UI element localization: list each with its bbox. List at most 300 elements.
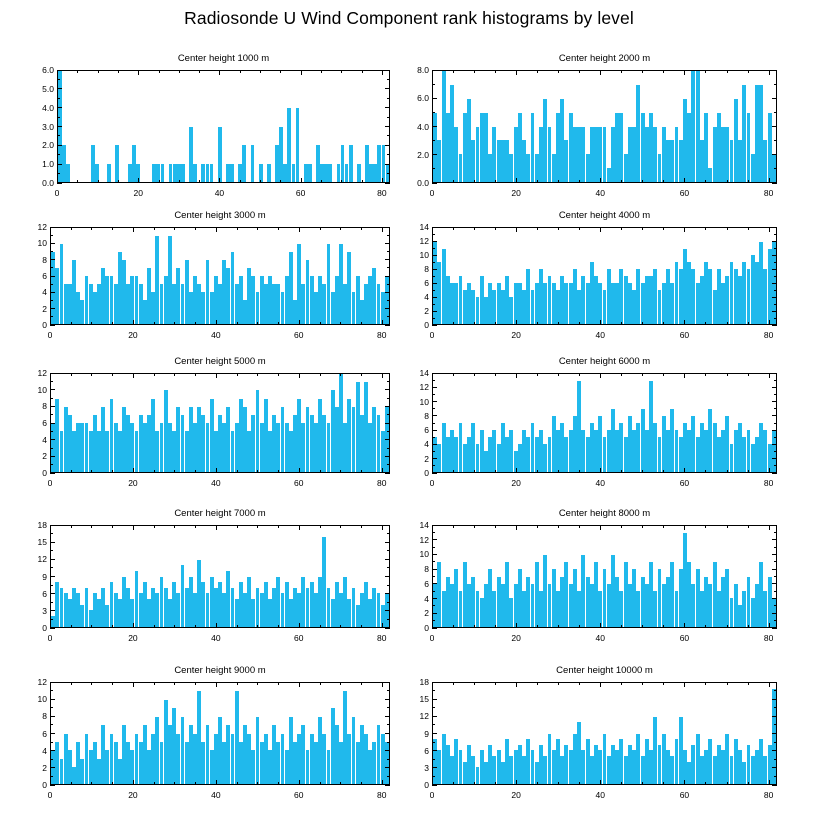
y-axis-tick [432,583,437,584]
y-axis-minor-tick [57,154,60,155]
x-axis-tick [432,320,433,325]
histogram-panel [387,53,792,201]
y-axis-tick [772,525,777,526]
x-axis-minor-tick [361,525,362,528]
x-axis-tick [133,682,134,687]
x-axis-minor-tick [320,525,321,528]
y-axis-label: 10 [37,238,47,249]
y-axis-tick [50,439,55,440]
x-axis-minor-tick [537,682,538,685]
y-axis-minor-tick [432,380,435,381]
x-axis-minor-tick [174,782,175,785]
y-axis-minor-tick [50,381,53,382]
y-axis-tick [772,269,777,270]
y-axis-minor-tick [774,304,777,305]
y-axis-minor-tick [432,140,435,141]
y-axis-label: 15 [37,537,47,548]
y-axis-minor-tick [50,759,53,760]
x-axis-minor-tick [280,180,281,183]
y-axis-minor-tick [432,290,435,291]
y-axis-tick [772,283,777,284]
x-axis-tick [684,373,685,378]
y-axis-minor-tick [774,290,777,291]
y-axis-tick [57,126,62,127]
y-axis-tick [772,458,777,459]
x-axis-minor-tick [320,373,321,376]
x-axis-minor-tick [705,227,706,230]
x-axis-minor-tick [727,373,728,376]
y-axis-tick [772,628,777,629]
y-axis-tick [432,126,437,127]
x-axis-tick [516,227,517,232]
x-axis-minor-tick [621,470,622,473]
x-axis-minor-tick [71,782,72,785]
y-axis-tick [772,373,777,374]
x-axis-minor-tick [278,625,279,628]
y-axis-minor-tick [774,262,777,263]
x-axis-minor-tick [112,322,113,325]
x-axis-minor-tick [705,470,706,473]
plot-area [432,70,777,183]
x-axis-minor-tick [361,682,362,685]
x-axis-minor-tick [361,625,362,628]
y-axis-minor-tick [432,707,435,708]
x-axis-minor-tick [642,782,643,785]
y-axis-label: 8 [424,264,429,274]
y-axis-tick [772,785,777,786]
x-axis-label: 60 [679,478,690,488]
x-axis-tick [216,623,217,628]
x-axis-minor-tick [558,70,559,73]
x-axis-label: 80 [376,478,387,488]
y-axis-tick [50,593,55,594]
y-axis-label: 12 [37,554,47,565]
histogram-bar [218,127,222,183]
x-axis-minor-tick [199,70,200,73]
x-axis-tick [432,178,433,183]
x-axis-minor-tick [195,682,196,685]
x-axis-tick [133,227,134,232]
x-axis-minor-tick [663,373,664,376]
x-axis-tick [382,468,383,473]
y-axis-tick [57,107,62,108]
x-axis-tick [299,525,300,530]
x-axis-minor-tick [91,470,92,473]
x-axis-tick [600,525,601,530]
y-axis-minor-tick [432,168,435,169]
x-axis-minor-tick [321,70,322,73]
x-axis-minor-tick [642,322,643,325]
x-axis-tick [516,320,517,325]
x-axis-minor-tick [495,227,496,230]
y-axis-minor-tick [774,465,777,466]
x-axis-tick [50,468,51,473]
x-axis-minor-tick [154,322,155,325]
x-axis-minor-tick [663,782,664,785]
y-axis-minor-tick [774,620,777,621]
x-axis-minor-tick [663,470,664,473]
y-axis-label: 4 [424,292,429,302]
x-axis-minor-tick [474,470,475,473]
panel-title: Center height 2000 m [558,53,651,64]
histogram-bar [230,164,234,182]
y-axis-minor-tick [774,451,777,452]
y-axis-tick [772,255,777,256]
x-axis-minor-tick [642,70,643,73]
y-axis-tick [772,70,777,71]
y-axis-minor-tick [432,318,435,319]
y-axis-tick [772,154,777,155]
x-axis-minor-tick [195,373,196,376]
y-axis-tick [50,610,55,611]
x-axis-minor-tick [558,470,559,473]
x-axis-minor-tick [727,227,728,230]
x-axis-label: 60 [294,790,304,800]
y-axis-tick [50,259,55,260]
x-axis-minor-tick [579,525,580,528]
y-axis-minor-tick [50,267,53,268]
x-axis-tick [382,70,383,75]
y-axis-minor-tick [50,431,53,432]
y-axis-minor-tick [432,690,435,691]
bar-series [51,374,389,472]
y-axis-tick [432,569,437,570]
y-axis-minor-tick [50,414,53,415]
y-axis-label: 18 [37,520,47,530]
x-axis-label: 20 [511,330,521,340]
x-axis-minor-tick [240,70,241,73]
y-axis-label: 6 [424,578,429,589]
x-axis-minor-tick [748,322,749,325]
x-axis-minor-tick [558,525,559,528]
x-axis-minor-tick [579,70,580,73]
y-axis-minor-tick [57,117,60,118]
x-axis-tick [138,70,139,75]
panel-title: Center height 1000 m [177,53,270,64]
x-axis-minor-tick [174,470,175,473]
y-axis-minor-tick [432,591,435,592]
y-axis-minor-tick [50,251,53,252]
x-axis-minor-tick [154,373,155,376]
x-axis-label: 40 [595,188,606,198]
x-axis-minor-tick [705,373,706,376]
x-axis-label: 60 [679,330,690,340]
y-axis-tick [432,241,437,242]
x-axis-label: 80 [376,330,387,340]
x-axis-minor-tick [91,322,92,325]
y-axis-label: 4 [424,439,429,450]
y-axis-label: 2 [424,306,429,316]
y-axis-tick [772,98,777,99]
x-axis-minor-tick [748,525,749,528]
x-axis-minor-tick [340,470,341,473]
x-axis-tick [216,320,217,325]
y-axis-label: 14 [419,222,429,232]
y-axis-tick [432,554,437,555]
y-axis-label: 8 [42,401,47,412]
x-axis-minor-tick [748,682,749,685]
y-axis-minor-tick [432,112,435,113]
bar-series [433,526,776,627]
histogram-bar [267,164,271,182]
y-axis-minor-tick [57,173,60,174]
x-axis-minor-tick [280,70,281,73]
x-axis-tick [299,227,300,232]
x-axis-minor-tick [579,625,580,628]
x-axis-minor-tick [340,625,341,628]
y-axis-label: 0 [424,320,429,330]
x-axis-tick [432,227,433,232]
x-axis-minor-tick [361,322,362,325]
x-axis-tick [216,468,217,473]
x-axis-minor-tick [278,227,279,230]
y-axis-minor-tick [774,776,777,777]
x-axis-tick [600,70,601,75]
y-axis-tick [50,389,55,390]
y-axis-tick [772,387,777,388]
x-axis-label: 40 [211,330,221,340]
y-axis-label: 9 [424,728,429,739]
x-axis-minor-tick [453,682,454,685]
y-axis-minor-tick [432,465,435,466]
x-axis-minor-tick [642,525,643,528]
x-axis-minor-tick [642,373,643,376]
y-axis-tick [432,458,437,459]
x-axis-label: 0 [47,478,53,488]
histogram-bar [251,145,255,182]
y-axis-minor-tick [57,135,60,136]
x-axis-minor-tick [705,782,706,785]
x-axis-minor-tick [340,682,341,685]
y-axis-tick [432,598,437,599]
x-axis-minor-tick [453,180,454,183]
x-axis-minor-tick [362,180,363,183]
y-axis-label: 8 [42,254,47,265]
y-axis-minor-tick [774,532,777,533]
x-axis-tick [600,468,601,473]
y-axis-tick [50,308,55,309]
y-axis-tick [772,554,777,555]
x-axis-minor-tick [495,470,496,473]
x-axis-minor-tick [320,470,321,473]
y-axis-label: 14 [419,368,429,378]
x-axis-minor-tick [257,525,258,528]
x-axis-tick [769,70,770,75]
x-axis-minor-tick [642,625,643,628]
x-axis-minor-tick [112,525,113,528]
x-axis-tick [432,373,433,378]
y-axis-tick [57,164,62,165]
y-axis-minor-tick [50,316,53,317]
x-axis-minor-tick [278,322,279,325]
x-axis-tick [299,780,300,785]
y-axis-label: 5.0 [42,83,54,94]
x-axis-tick [133,623,134,628]
histogram-bar [193,164,197,182]
y-axis-tick [772,311,777,312]
x-axis-minor-tick [195,782,196,785]
histogram-panel [5,356,405,491]
y-axis-tick [772,430,777,431]
histogram-bar [772,689,776,784]
y-axis-minor-tick [432,532,435,533]
x-axis-minor-tick [642,682,643,685]
x-axis-tick [382,682,383,687]
y-axis-minor-tick [774,380,777,381]
histogram-bar [115,145,119,182]
x-axis-minor-tick [320,322,321,325]
x-axis-label: 60 [294,330,304,340]
y-axis-minor-tick [432,437,435,438]
x-axis-minor-tick [495,70,496,73]
x-axis-label: 40 [595,790,606,800]
x-axis-label: 0 [429,188,435,198]
x-axis-minor-tick [558,782,559,785]
x-axis-minor-tick [112,682,113,685]
x-axis-minor-tick [453,470,454,473]
y-axis-minor-tick [432,276,435,277]
x-axis-tick [684,682,685,687]
y-axis-minor-tick [50,567,53,568]
y-axis-minor-tick [774,724,777,725]
x-axis-minor-tick [705,682,706,685]
x-axis-minor-tick [558,180,559,183]
x-axis-tick [600,780,601,785]
y-axis-tick [50,716,55,717]
x-axis-minor-tick [98,70,99,73]
histogram-bar [328,164,332,182]
x-axis-minor-tick [118,180,119,183]
x-axis-minor-tick [278,470,279,473]
x-axis-minor-tick [579,180,580,183]
x-axis-minor-tick [474,525,475,528]
x-axis-minor-tick [453,227,454,230]
y-axis-label: 0 [42,780,47,790]
x-axis-label: 0 [429,330,435,340]
bar-series [433,228,776,324]
y-axis-minor-tick [774,394,777,395]
x-axis-label: 0 [47,330,53,340]
y-axis-label: 12 [419,711,429,722]
y-axis-label: 3.0 [42,121,54,132]
x-axis-minor-tick [112,373,113,376]
x-axis-minor-tick [474,625,475,628]
y-axis-label: 12 [419,236,429,246]
x-axis-tick [216,682,217,687]
bar-series [433,71,776,182]
y-axis-label: 6.0 [417,93,429,104]
y-axis-minor-tick [774,168,777,169]
y-axis-minor-tick [432,620,435,621]
y-axis-tick [772,297,777,298]
x-axis-minor-tick [278,682,279,685]
y-axis-label: 2 [424,608,429,619]
x-axis-minor-tick [495,625,496,628]
histogram-panel [387,665,792,803]
x-axis-tick [301,70,302,75]
y-axis-minor-tick [50,707,53,708]
y-axis-minor-tick [774,276,777,277]
x-axis-minor-tick [727,525,728,528]
x-axis-minor-tick [362,70,363,73]
x-axis-label: 40 [595,330,606,340]
x-axis-minor-tick [361,470,362,473]
y-axis-minor-tick [432,234,435,235]
x-axis-minor-tick [361,227,362,230]
x-axis-minor-tick [621,70,622,73]
x-axis-tick [516,682,517,687]
x-axis-minor-tick [77,180,78,183]
x-axis-label: 0 [429,790,435,800]
x-axis-minor-tick [748,180,749,183]
x-axis-tick [50,373,51,378]
y-axis-minor-tick [432,561,435,562]
x-axis-minor-tick [320,625,321,628]
y-axis-minor-tick [774,690,777,691]
y-axis-minor-tick [774,547,777,548]
y-axis-tick [432,699,437,700]
x-axis-label: 40 [214,188,225,198]
x-axis-minor-tick [453,70,454,73]
x-axis-minor-tick [237,525,238,528]
x-axis-label: 20 [128,633,138,643]
y-axis-label: 8 [424,410,429,421]
y-axis-minor-tick [50,724,53,725]
x-axis-minor-tick [341,70,342,73]
y-axis-label: 4.0 [417,121,429,132]
x-axis-tick [382,320,383,325]
y-axis-minor-tick [774,742,777,743]
x-axis-minor-tick [663,525,664,528]
y-axis-label: 4 [42,434,47,445]
y-axis-tick [432,283,437,284]
x-axis-label: 20 [133,188,143,198]
x-axis-label: 60 [679,790,690,800]
x-axis-minor-tick [474,70,475,73]
x-axis-tick [133,468,134,473]
x-axis-minor-tick [474,373,475,376]
y-axis-tick [772,682,777,683]
x-axis-minor-tick [453,525,454,528]
x-axis-tick [684,780,685,785]
x-axis-label: 80 [763,330,774,340]
histogram-bar [161,164,165,182]
panel-title: Center height 8000 m [558,508,651,519]
histogram-panel [12,53,405,201]
y-axis-minor-tick [50,585,53,586]
x-axis-tick [299,373,300,378]
panel-title: Center height 10000 m [556,665,653,676]
plot-area [50,227,390,325]
x-axis-minor-tick [112,470,113,473]
x-axis-minor-tick [91,373,92,376]
y-axis-label: 12 [37,677,47,687]
y-axis-label: 2 [42,762,47,773]
x-axis-label: 40 [211,633,221,643]
y-axis-label: 2.0 [417,149,429,160]
x-axis-tick [216,780,217,785]
y-axis-tick [50,750,55,751]
x-axis-minor-tick [340,525,341,528]
plot-area [50,682,390,785]
x-axis-tick [133,373,134,378]
x-axis-minor-tick [71,322,72,325]
y-axis-tick [432,154,437,155]
y-axis-label: 12 [419,382,429,393]
x-axis-tick [600,623,601,628]
x-axis-minor-tick [278,525,279,528]
x-axis-minor-tick [621,322,622,325]
